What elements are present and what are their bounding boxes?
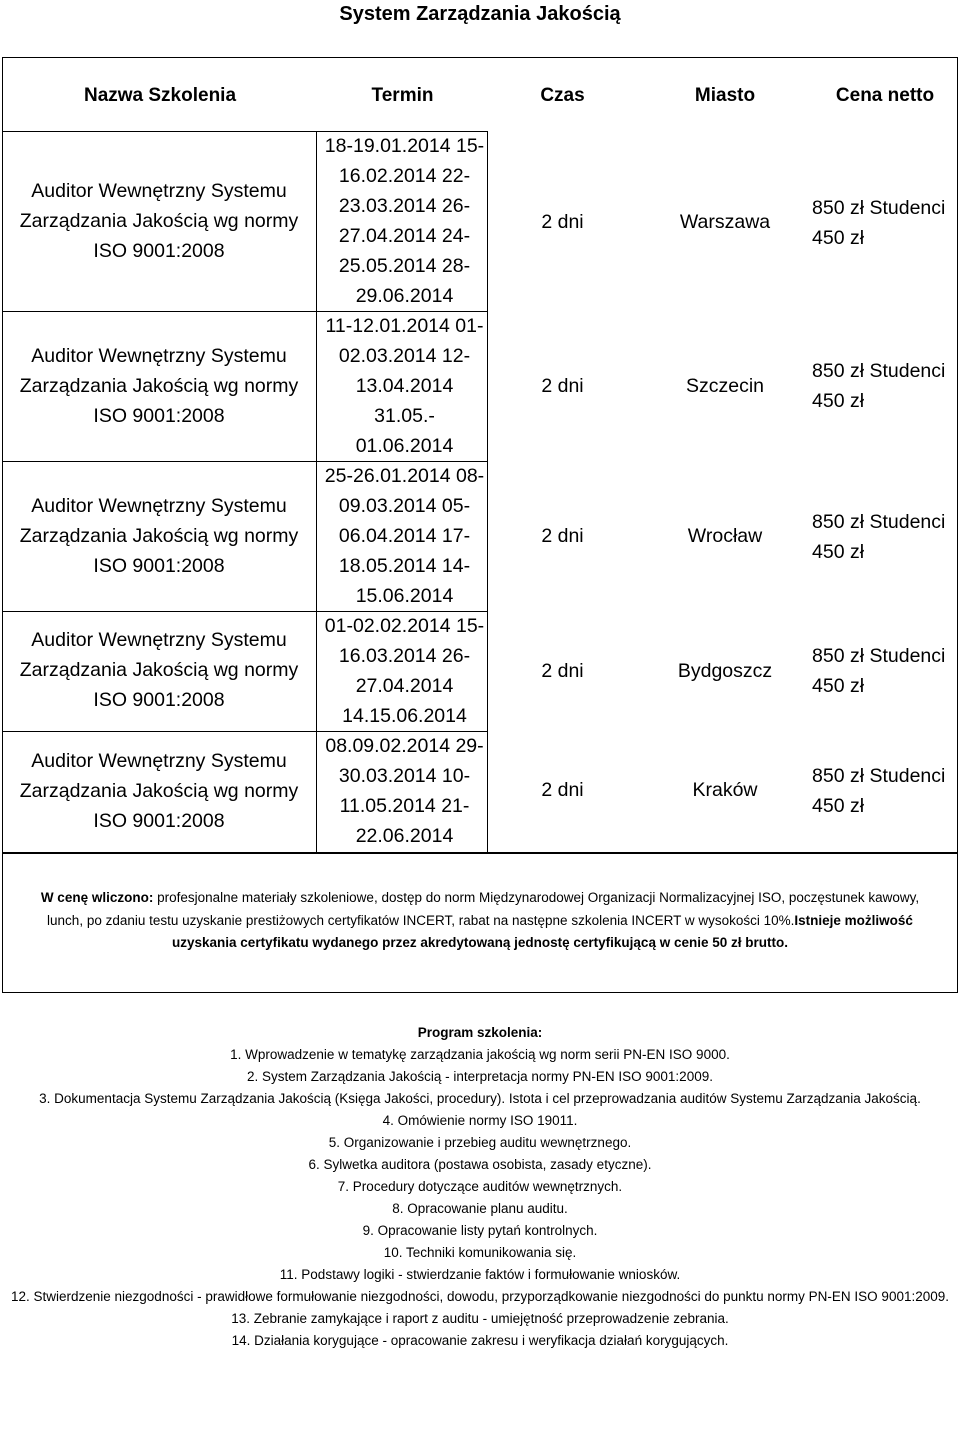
program-item: 10. Techniki komunikowania się. (383, 1245, 577, 1260)
program-item: 2. System Zarządzania Jakością - interpretacja normy PN-EN ISO 9001:2009. (247, 1069, 713, 1084)
training-name-line: Auditor Wewnętrzny Systemu (31, 750, 287, 772)
training-dates (322, 311, 487, 461)
program-item: 14. Działania korygujące - opracowanie zakresu i weryfikacja działań korygujących. (231, 1333, 729, 1348)
date-line: 31.05.- (374, 405, 435, 427)
training-time: 2 dni (541, 525, 584, 547)
training-name-line: Zarządzania Jakością wg normy (19, 525, 299, 547)
price-line: 850 zł Studenci (812, 360, 946, 382)
program-item: 7. Procedury dotyczące auditów wewnętrznych. (337, 1179, 623, 1194)
date-line: 08.09.02.2014 29- (325, 735, 484, 757)
certificate-note: Istnieje możliwość uzyskania certyfikatu wydanego przez akredytowaną jednostę certyfikującą w cenie 50 zł brutto. (172, 912, 913, 950)
date-line: 01.06.2014 (355, 435, 454, 457)
training-name-line: Zarządzania Jakością wg normy (19, 210, 299, 232)
training-name-line: Auditor Wewnętrzny Systemu (31, 495, 287, 517)
column-divider (487, 131, 488, 853)
training-price (812, 507, 958, 567)
date-line: 16.02.2014 22- (338, 165, 471, 187)
header-time: Czas (540, 85, 585, 106)
training-name-line: ISO 9001:2008 (93, 555, 225, 577)
price-line: 850 zł Studenci (812, 765, 946, 787)
price-line: 450 zł (812, 675, 865, 697)
training-dates (322, 611, 487, 731)
program-item: 9. Opracowanie listy pytań kontrolnych. (362, 1223, 598, 1238)
header-price: Cena netto (835, 85, 935, 106)
date-line: 25.05.2014 28- (338, 255, 471, 277)
training-name (2, 625, 316, 715)
training-price (812, 761, 958, 821)
training-time: 2 dni (541, 375, 584, 397)
training-dates (322, 461, 487, 611)
training-dates (322, 731, 487, 851)
price-includes-note (40, 887, 920, 955)
price-includes-lead: W cenę wliczono: (40, 890, 154, 905)
training-time: 2 dni (541, 211, 584, 233)
training-price (812, 356, 958, 416)
date-line: 18-19.01.2014 15- (324, 135, 485, 157)
training-name-line: Zarządzania Jakością wg normy (19, 780, 299, 802)
training-time: 2 dni (541, 660, 584, 682)
date-line: 02.03.2014 12- (338, 345, 471, 367)
date-line: 23.03.2014 26- (338, 195, 471, 217)
date-line: 22.06.2014 (355, 825, 454, 847)
header-city: Miasto (694, 85, 756, 106)
price-line: 450 zł (812, 795, 865, 817)
training-name-line: Auditor Wewnętrzny Systemu (31, 180, 287, 202)
training-name-line: Zarządzania Jakością wg normy (19, 659, 299, 681)
program-item: 3. Dokumentacja Systemu Zarządzania Jakością (Księga Jakości, procedury). Istota i cel przeprowadzania auditów Systemu Zarządzania Jakością. (39, 1091, 921, 1106)
date-line: 11-12.01.2014 01- (325, 315, 484, 337)
program-list (0, 1044, 960, 1352)
date-line: 29.06.2014 (355, 285, 454, 307)
price-line: 450 zł (812, 227, 865, 249)
training-name-line: ISO 9001:2008 (93, 240, 225, 262)
training-city: Bydgoszcz (677, 660, 773, 682)
date-line: 16.03.2014 26- (338, 645, 471, 667)
date-line: 27.04.2014 (355, 675, 454, 697)
date-line: 25-26.01.2014 08- (324, 465, 485, 487)
price-line: 450 zł (812, 541, 865, 563)
header-name: Nazwa Szkolenia (83, 85, 237, 106)
training-price (812, 641, 958, 701)
program-item: 13. Zebranie zamykające i raport z auditu - umiejętność przeprowadzenie zebrania. (231, 1311, 729, 1326)
program-item: 6. Sylwetka auditora (postawa osobista, zasady etyczne). (308, 1157, 652, 1172)
training-name (2, 746, 316, 836)
training-name (2, 341, 316, 431)
training-name-line: Auditor Wewnętrzny Systemu (31, 345, 287, 367)
program-item: 8. Opracowanie planu auditu. (392, 1201, 568, 1216)
price-line: 850 zł Studenci (812, 197, 946, 219)
date-line: 15.06.2014 (355, 585, 454, 607)
price-line: 850 zł Studenci (812, 511, 946, 533)
training-city: Szczecin (685, 375, 765, 397)
price-includes-body: profesjonalne materiały szkoleniowe, dostęp do norm Międzynarodowej Organizacji Normalizacyjnej ISO, poczęstunek kawowy, lunch, po zdaniu testu uzyskanie prestiżowych certyfikatów INCERT, rabat na następne szkolenia INCERT w wysokości 10%. (47, 890, 920, 928)
training-time: 2 dni (541, 779, 584, 801)
program-title: Program szkolenia: (417, 1025, 543, 1040)
column-divider (316, 131, 317, 853)
date-line: 14.15.06.2014 (342, 705, 467, 727)
date-line: 18.05.2014 14- (338, 555, 471, 577)
date-line: 06.04.2014 17- (338, 525, 471, 547)
training-city: Wrocław (687, 525, 763, 547)
date-line: 30.03.2014 10- (338, 765, 471, 787)
date-line: 09.03.2014 05- (338, 495, 471, 517)
training-name-line: Zarządzania Jakością wg normy (19, 375, 299, 397)
training-city: Warszawa (679, 211, 771, 233)
training-name-line: ISO 9001:2008 (93, 405, 225, 427)
program-item: 11. Podstawy logiki - stwierdzanie faktów i formułowanie wniosków. (279, 1267, 681, 1282)
training-price (812, 193, 958, 253)
program-item: 5. Organizowanie i przebieg auditu wewnętrznego. (328, 1135, 632, 1150)
program-item: 12. Stwierdzenie niezgodności - prawidłowe formułowanie niezgodności, dowodu, przyporządkowanie niezgodności do punktu normy PN-EN ISO 9001:2009. (10, 1289, 950, 1304)
training-dates (322, 131, 487, 311)
date-line: 11.05.2014 21- (339, 795, 470, 817)
date-line: 27.04.2014 24- (338, 225, 471, 247)
header-term: Termin (371, 85, 434, 106)
price-line: 450 zł (812, 390, 865, 412)
program-item: 1. Wprowadzenie w tematykę zarządzania jakością wg norm serii PN-EN ISO 9000. (230, 1047, 730, 1062)
training-name-line: Auditor Wewnętrzny Systemu (31, 629, 287, 651)
training-name-line: ISO 9001:2008 (93, 689, 225, 711)
date-line: 01-02.02.2014 15- (324, 615, 485, 637)
program-item: 4. Omówienie normy ISO 19011. (382, 1113, 578, 1128)
training-name-line: ISO 9001:2008 (93, 810, 225, 832)
date-line: 13.04.2014 (355, 375, 454, 397)
document-title: System Zarządzania Jakością (339, 3, 621, 25)
training-city: Kraków (692, 779, 758, 801)
price-line: 850 zł Studenci (812, 645, 946, 667)
training-name (2, 491, 316, 581)
training-name (2, 176, 316, 266)
